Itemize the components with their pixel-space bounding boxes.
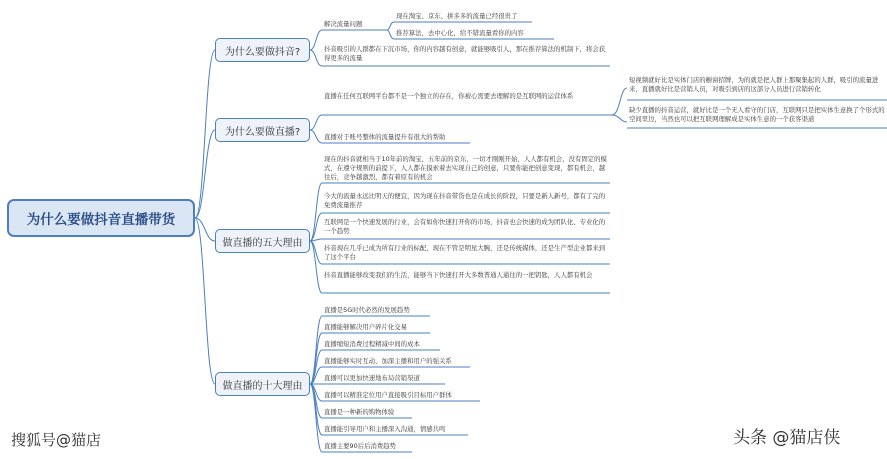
branch-five-reasons: 做直播的五大理由	[215, 229, 310, 253]
leaf-ten-8: 直播能引导用户和主播深入沟通，情感共鸣	[324, 425, 446, 433]
leaf-recommend-algorithm: 推荐算法，去中心化，给不错流量看你的内容	[396, 29, 524, 37]
root-node: 为什么要做抖音直播带货	[7, 199, 195, 237]
leaf-account-traffic: 直播对于账号整体的流量提升有很大的帮助	[324, 133, 446, 141]
leaf-ten-5: 直播可以更加快速地布局营销渠道	[324, 374, 420, 382]
leaf-ten-2: 直播能够解决用户碎片化交易	[324, 323, 408, 331]
leaf-ten-3: 直播缩短消费过程精减中间的成本	[324, 340, 420, 348]
leaf-operation-system: 直播在任何互联网平台都不是一个独立的存在，你被心需要去理解的是互联网的运营体系	[324, 92, 574, 100]
branch-ten-reasons: 做直播的十大理由	[215, 372, 310, 396]
leaf-reason-opportunity: 现在的抖音就相当于10年前的淘宝，五年前的京东，一切才刚刚开始，人人都有机会，没有固定的模式，在遵守规则的前提下，人人都在摸索着去实现自己的创意，只要你能把创意变现，都有机会，越往后，竞争越激烈，都有着原有的机会	[324, 155, 607, 181]
leaf-short-video-window: 短视频就好比是实体门店的橱窗招牌，为的就是把人群上那聚集起的人群，吸引的流量进来，直播就好比是营销人员，对吸引到店的这部分人员进行营销转化	[629, 76, 879, 93]
watermark-right: 头条 @猫店侠	[733, 428, 841, 448]
leaf-reason-standard: 抖音现在几乎已成为所有行业的标配，现在不管是明星大腕，还是传统媒体，还是生产型企业都来到了这个平台	[324, 244, 606, 261]
watermark-left: 搜狐号@猫店	[11, 431, 102, 449]
leaf-ten-4: 直播能够实时互动，加深主播和用户的强关系	[324, 357, 452, 365]
leaf-ten-7: 直播是一种新的购物体验	[324, 408, 395, 416]
leaf-reason-key: 抖音直播能够改变我们的生活，能够当下快速打开大多数普通人通往的一把钥匙，人人都有机会	[324, 271, 593, 279]
leaf-ten-9: 直播主要90后后消费趋势	[324, 442, 397, 450]
leaf-unattended-store: 缺少直播的抖音运营，就好比是一个无人看守的门店，互联网只是把实体生意换了个形式的空间里边，当然也可以把互联网理解成是实体生意的一个获客渠道	[629, 106, 885, 123]
leaf-traffic-expensive: 现在淘宝、京东、拼多多的流量已经很贵了	[396, 12, 518, 20]
leaf-ten-1: 直播是5G时代必然的发展趋势	[324, 306, 410, 314]
branch-why-douyin: 为什么要做抖音?	[215, 38, 310, 62]
leaf-sinking-market: 抖音吸引的人群都在下沉市场，你的内容越有创意，就能够吸引人，那在推荐算法的机制下，将会获得更多的流量	[324, 45, 606, 62]
leaf-ten-6: 直播可以精准定位用户直接吸引目标用户群体	[324, 391, 452, 399]
branch-why-live: 为什么要做直播?	[215, 118, 310, 142]
leaf-reason-cheap-traffic: 今大的流量永远比明天的便宜，因为现在抖音带货也是在成长的阶段，只要是新人新号，都有了完的免费流量推荐	[324, 192, 606, 209]
leaf-traffic-problem: 解决流量问题	[324, 20, 363, 28]
leaf-reason-fast-industry: 互联网是一个快速发展的行业，会有如你快速打开你的市场，抖音也会快速的成为团队化、专业化的一个趋势	[324, 218, 606, 235]
